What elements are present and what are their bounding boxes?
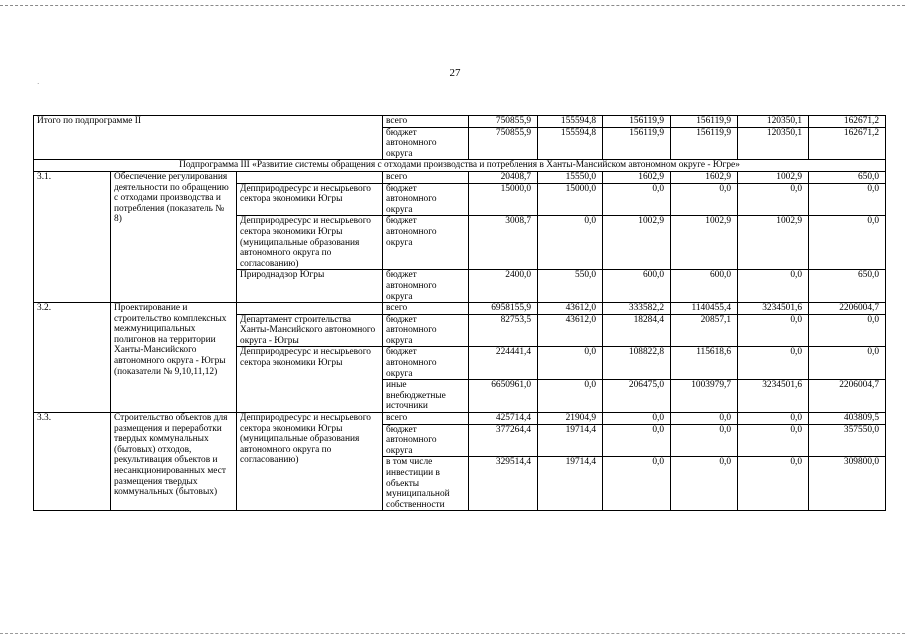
funding-source: бюджет автономного округа [383, 424, 469, 457]
amount-cell: 156119,9 [671, 127, 738, 160]
amount-cell: 108822,8 [603, 347, 671, 380]
page-number: 27 [449, 67, 461, 79]
amount-cell: 15550,0 [538, 171, 603, 183]
amount-cell: 21904,9 [538, 413, 603, 425]
amount-cell: 120350,1 [738, 116, 809, 128]
amount-cell: 20408,7 [469, 171, 538, 183]
amount-cell: 0,0 [738, 183, 809, 216]
amount-cell: 3008,7 [469, 216, 538, 270]
executor-cell: Депприродресурс и несырьевого сектора экономики Югры (муниципальные образования автономного округа по согласованию) [237, 216, 383, 270]
total-row [34, 116, 886, 128]
amount-cell: 1602,9 [603, 171, 671, 183]
funding-source: бюджет автономного округа [383, 127, 469, 160]
subprogram-heading-row [34, 160, 886, 172]
amount-cell: 0,0 [603, 183, 671, 216]
executor-cell: Природнадзор Югры [237, 270, 383, 303]
amount-cell: 0,0 [809, 347, 886, 380]
executor-cell: Депприродресурс и несырьевого сектора экономики Югры [237, 183, 383, 216]
amount-cell: 19714,4 [538, 457, 603, 511]
amount-cell: 329514,4 [469, 457, 538, 511]
table-row [34, 303, 886, 315]
amount-cell: 20857,1 [671, 314, 738, 347]
funding-source: всего [383, 171, 469, 183]
amount-cell: 3234501,6 [738, 380, 809, 413]
amount-cell: 0,0 [603, 413, 671, 425]
amount-cell: 6650961,0 [469, 380, 538, 413]
amount-cell: 0,0 [809, 314, 886, 347]
table-row [34, 171, 886, 183]
amount-cell: 224441,4 [469, 347, 538, 380]
funding-source: бюджет автономного округа [383, 270, 469, 303]
funding-source: всего [383, 116, 469, 128]
scan-edge-bottom [0, 633, 905, 640]
funding-source: бюджет автономного округа [383, 216, 469, 270]
amount-cell: 0,0 [603, 457, 671, 511]
funding-source: бюджет автономного округа [383, 183, 469, 216]
amount-cell: 0,0 [671, 424, 738, 457]
funding-source: бюджет автономного округа [383, 314, 469, 347]
amount-cell: 377264,4 [469, 424, 538, 457]
amount-cell: 0,0 [738, 424, 809, 457]
amount-cell: 1003979,7 [671, 380, 738, 413]
amount-cell: 0,0 [809, 183, 886, 216]
amount-cell: 0,0 [671, 183, 738, 216]
funding-source: иные внебюджетные источники [383, 380, 469, 413]
amount-cell: 3234501,6 [738, 303, 809, 315]
amount-cell: 155594,8 [538, 127, 603, 160]
funding-source: бюджет автономного округа [383, 347, 469, 380]
amount-cell: 650,0 [809, 270, 886, 303]
amount-cell: 357550,0 [809, 424, 886, 457]
amount-cell: 403809,5 [809, 413, 886, 425]
amount-cell: 206475,0 [603, 380, 671, 413]
item-name: Строительство объектов для размещения и переработки твердых коммунальных (бытовых) отходов, рекультивация объектов и несанкционированных мест размещения твердых коммунальных (бытовых) [111, 413, 237, 511]
amount-cell: 2400,0 [469, 270, 538, 303]
total-label: Итого по подпрограмме II [34, 116, 383, 160]
amount-cell: 750855,9 [469, 127, 538, 160]
subprogram-title: Подпрограмма III «Развитие системы обращения с отходами производства и потребления в Ханты-Мансийском автономном округе - Югре» [34, 160, 886, 172]
amount-cell: 0,0 [738, 270, 809, 303]
amount-cell: 2206004,7 [809, 380, 886, 413]
amount-cell: 425714,4 [469, 413, 538, 425]
executor-cell [237, 303, 383, 315]
amount-cell: 1002,9 [738, 216, 809, 270]
amount-cell: 309800,0 [809, 457, 886, 511]
amount-cell: 0,0 [738, 457, 809, 511]
executor-cell: Департамент строительства Ханты-Мансийского автономного округа - Югры [237, 314, 383, 347]
amount-cell: 333582,2 [603, 303, 671, 315]
amount-cell: 650,0 [809, 171, 886, 183]
amount-cell: 19714,4 [538, 424, 603, 457]
funding-source: в том числе инвестиции в объекты муниципальной собственности [383, 457, 469, 511]
amount-cell: 750855,9 [469, 116, 538, 128]
amount-cell: 0,0 [538, 347, 603, 380]
budget-table [33, 115, 886, 511]
amount-cell: 18284,4 [603, 314, 671, 347]
amount-cell: 15000,0 [538, 183, 603, 216]
amount-cell: 15000,0 [469, 183, 538, 216]
amount-cell: 162671,2 [809, 127, 886, 160]
amount-cell: 155594,8 [538, 116, 603, 128]
funding-source: всего [383, 303, 469, 315]
margin-mark: · [37, 80, 40, 88]
scan-edge-top [0, 0, 905, 6]
item-number: 3.1. [34, 171, 111, 302]
amount-cell: 43612,0 [538, 303, 603, 315]
amount-cell: 120350,1 [738, 127, 809, 160]
item-name: Обеспечение регулирования деятельности по обращению с отходами производства и потребления (показатель № 8) [111, 171, 237, 302]
amount-cell: 0,0 [538, 216, 603, 270]
amount-cell: 1602,9 [671, 171, 738, 183]
amount-cell: 1140455,4 [671, 303, 738, 315]
amount-cell: 2206004,7 [809, 303, 886, 315]
amount-cell: 550,0 [538, 270, 603, 303]
executor-cell: Депприродресурс и несырьевого сектора экономики Югры (муниципальные образования автономного округа по согласованию) [237, 413, 383, 511]
amount-cell: 156119,9 [671, 116, 738, 128]
amount-cell: 0,0 [671, 413, 738, 425]
amount-cell: 1002,9 [671, 216, 738, 270]
amount-cell: 0,0 [738, 314, 809, 347]
amount-cell: 0,0 [671, 457, 738, 511]
amount-cell: 82753,5 [469, 314, 538, 347]
amount-cell: 156119,9 [603, 127, 671, 160]
amount-cell: 0,0 [738, 347, 809, 380]
amount-cell: 43612,0 [538, 314, 603, 347]
amount-cell: 1002,9 [738, 171, 809, 183]
table-row [34, 413, 886, 425]
amount-cell: 600,0 [671, 270, 738, 303]
amount-cell: 0,0 [538, 380, 603, 413]
amount-cell: 0,0 [603, 424, 671, 457]
executor-cell: Депприродресурс и несырьевого сектора экономики Югры [237, 347, 383, 413]
executor-cell [237, 171, 383, 183]
item-name: Проектирование и строительство комплексных межмуниципальных полигонов на территории Ханты-Мансийского автономного округа - Югры (показатели № 9,10,11,12) [111, 303, 237, 413]
amount-cell: 156119,9 [603, 116, 671, 128]
funding-source: всего [383, 413, 469, 425]
item-number: 3.3. [34, 413, 111, 511]
amount-cell: 600,0 [603, 270, 671, 303]
amount-cell: 0,0 [809, 216, 886, 270]
budget-table-body [34, 116, 886, 511]
amount-cell: 0,0 [738, 413, 809, 425]
amount-cell: 6958155,9 [469, 303, 538, 315]
item-number: 3.2. [34, 303, 111, 413]
amount-cell: 1002,9 [603, 216, 671, 270]
amount-cell: 162671,2 [809, 116, 886, 128]
amount-cell: 115618,6 [671, 347, 738, 380]
